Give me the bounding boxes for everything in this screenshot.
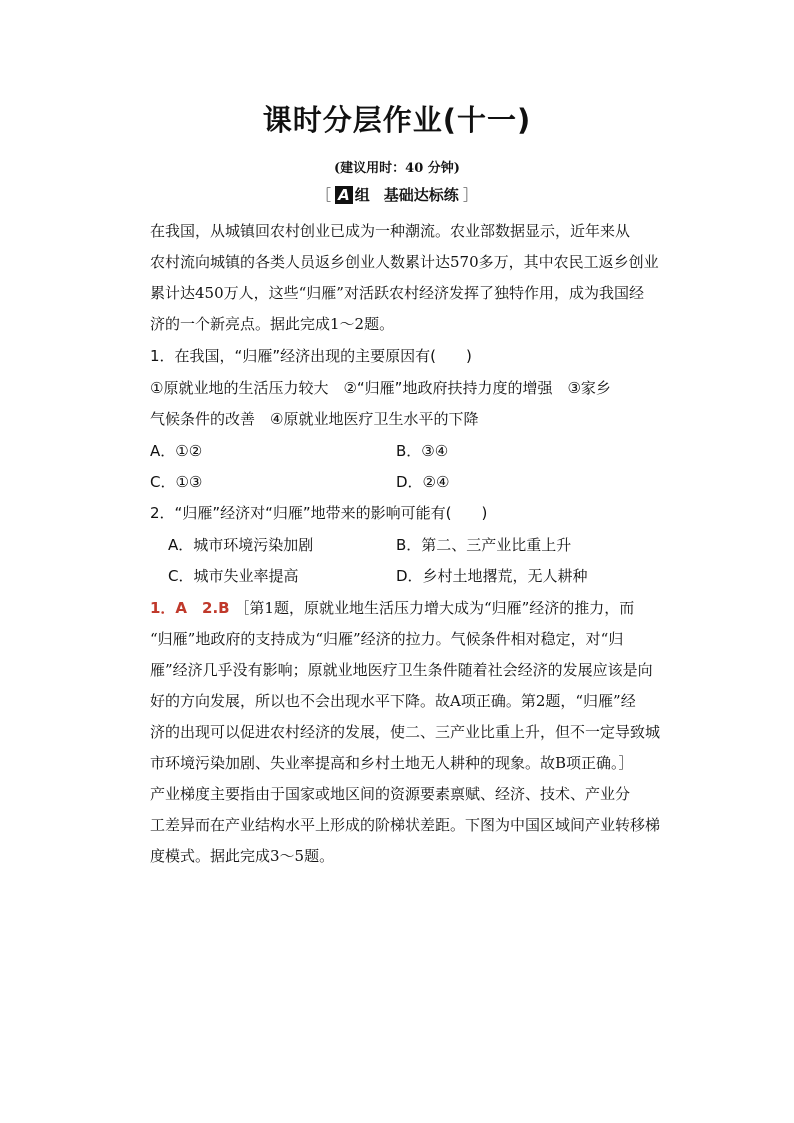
- group-bracket-close: ］: [462, 186, 478, 204]
- question-1-items-line-2: 气候条件的改善 ④原就业地医疗卫生水平的下降: [150, 410, 479, 428]
- question-1-items-line-1: ①原就业地的生活压力较大 ②“归雁”地政府扶持力度的增强 ③家乡: [150, 379, 611, 397]
- answer-line-1: ［第1题，原就业地生活压力增大成为“归雁”经济的推力，而: [234, 599, 635, 617]
- question-2-stem: 2．“归雁”经济对“归雁”地带来的影响可能有( ): [150, 504, 488, 522]
- passage2-line-3: 度模式。据此完成3～5题。: [150, 847, 335, 865]
- answer-line-4: 好的方向发展，所以也不会出现水平下降。故A项正确。第2题，“归雁”经: [150, 692, 636, 710]
- passage1-line-4: 济的一个新亮点。据此完成1～2题。: [150, 315, 395, 333]
- question-1-stem: 1．在我国，“归雁”经济出现的主要原因有( ): [150, 347, 472, 365]
- answer-key: 1．A 2.B: [150, 599, 230, 617]
- answer-line-5: 济的出现可以促进农村经济的发展，使二、三产业比重上升，但不一定导致城: [150, 723, 661, 741]
- answer-line-3: 雁”经济几乎没有影响；原就业地医疗卫生条件随着社会经济的发展应该是向: [150, 661, 653, 679]
- question-2-option-d: D．乡村土地撂荒，无人耕种: [396, 567, 588, 585]
- question-2-option-c: C．城市失业率提高: [168, 567, 299, 585]
- group-letter-badge: A: [335, 186, 353, 204]
- passage1-line-1: 在我国，从城镇回农村创业已成为一种潮流。农业部数据显示，近年来从: [150, 222, 631, 240]
- question-1-option-a: A．①②: [150, 442, 203, 460]
- page-title: 课时分层作业(十一): [262, 103, 532, 137]
- question-1-option-d: D．②④: [396, 473, 450, 491]
- passage2-line-2: 工差异而在产业结构水平上形成的阶梯状差距。下图为中国区域间产业转移梯: [150, 816, 661, 834]
- answer-line-6: 市环境污染加剧、失业率提高和乡村土地无人耕种的现象。故B项正确。］: [150, 754, 634, 772]
- suggested-time: (建议用时：40 分钟): [334, 161, 460, 176]
- group-suffix: 组: [354, 186, 370, 204]
- group-bracket-open: ［: [316, 186, 332, 204]
- passage1-line-3: 累计达450万人，这些“归雁”对活跃农村经济发挥了独特作用，成为我国经: [150, 284, 644, 302]
- passage1-line-2: 农村流向城镇的各类人员返乡创业人数累计达570多万，其中农民工返乡创业: [150, 253, 659, 271]
- passage2-line-1: 产业梯度主要指由于国家或地区间的资源要素禀赋、经济、技术、产业分: [150, 785, 631, 803]
- question-2-option-a: A．城市环境污染加剧: [168, 536, 314, 554]
- question-2-option-b: B．第二、三产业比重上升: [396, 536, 572, 554]
- question-1-option-c: C．①③: [150, 473, 203, 491]
- answer-first-line: [150, 597, 634, 618]
- question-1-option-b: B．③④: [396, 442, 449, 460]
- group-heading: [0, 184, 794, 205]
- group-name: 基础达标练: [383, 186, 459, 204]
- answer-line-2: “归雁”地政府的支持成为“归雁”经济的拉力。气候条件相对稳定，对“归: [150, 630, 624, 648]
